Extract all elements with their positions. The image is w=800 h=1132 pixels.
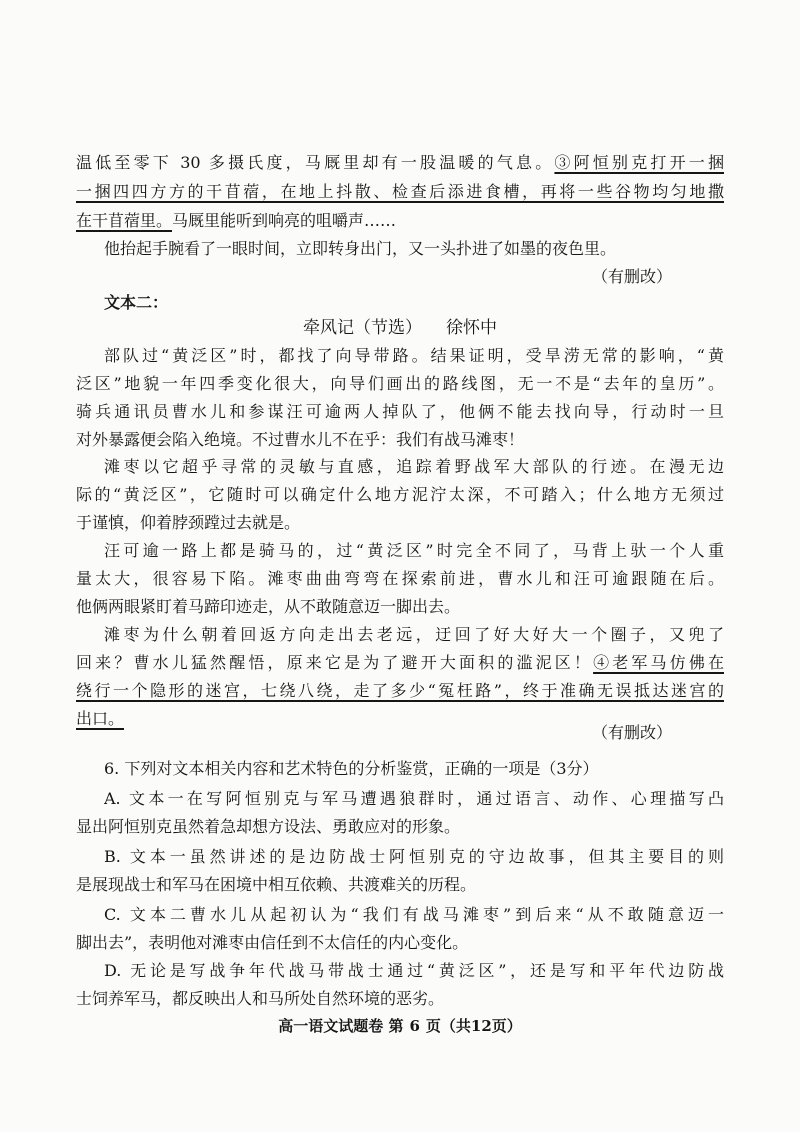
text2-line-13: 绕行一个隐形的迷宫，七绕八绕，走了多少“冤枉路”，终于准确无误抵达迷宫的 bbox=[76, 681, 724, 700]
footer-left: 高一语文试题卷 第 bbox=[278, 1017, 404, 1035]
text2-line-7: 于谨慎，仰着脖颈蹚过去就是。 bbox=[76, 513, 301, 532]
text2-line-2: 泛区”地貌一年四季变化很大，向导们画出的路线图，无一不是“去年的皇历”。 bbox=[76, 374, 724, 393]
text1-line-1: 温低至零下 30 多摄氏度，马厩里却有一股温暖的气息。③阿恒别克打开一捆 bbox=[76, 153, 724, 172]
text2-line-1: 部队过“黄泛区”时，都找了向导带路。结果证明，受旱涝无常的影响，“黄 bbox=[104, 346, 724, 365]
option-a-line-1: A. 文本一在写阿恒别克与军马遭遇狼群时，通过语言、动作、心理描写凸 bbox=[104, 789, 724, 808]
option-d-line-2: 士饲养军马，都反映出人和马所处自然环境的恶劣。 bbox=[76, 989, 445, 1008]
text2-line-5: 滩枣以它超乎寻常的灵敏与直感，追踪着野战军大部队的行迹。在漫无边 bbox=[104, 457, 724, 476]
text1-note: （有删改） bbox=[591, 267, 672, 286]
option-c-line-2: 脚出去”，表明他对滩枣由信任到不太信任的内心变化。 bbox=[76, 933, 469, 952]
text2-line-4: 对外暴露便会陷入绝境。不过曹水儿不在乎：我们有战马滩枣！ bbox=[76, 430, 525, 449]
option-c-line-1: C. 文本二曹水儿从起初认为“我们有战马滩枣”到后来“从不敢随意迈一 bbox=[104, 905, 724, 924]
text2-line-12: 回来？曹水儿猛然醒悟，原来它是为了避开大面积的滥泥区！④老军马仿佛在 bbox=[76, 653, 724, 672]
text2-title-line bbox=[76, 316, 724, 340]
footer-page-number: 6 bbox=[409, 1017, 420, 1035]
text2-label: 文本二： bbox=[104, 293, 169, 312]
option-a-line-2: 显出阿恒别克虽然着急却想方设法、勇敢应对的形象。 bbox=[76, 817, 461, 836]
text2-line-9: 量太大，很容易下陷。滩枣曲曲弯弯在探索前进，曹水儿和汪可逾跟随在后。 bbox=[76, 569, 724, 588]
text2-title: 牵风记（节选） bbox=[303, 318, 422, 338]
option-b-line-1: B. 文本一虽然讲述的是边防战士阿恒别克的守边故事，但其主要目的则 bbox=[104, 847, 724, 866]
text1-line-3: 在干苜蓿里。马厩里能听到响亮的咀嚼声…… bbox=[76, 211, 397, 230]
option-b-line-2: 是展现战士和军马在困境中相互依赖、共渡难关的历程。 bbox=[76, 875, 477, 894]
footer-right: 页（共12页） bbox=[425, 1017, 522, 1035]
text2-line-10: 他俩两眼紧盯着马蹄印迹走，从不敢随意迈一脚出去。 bbox=[76, 597, 461, 616]
text1-line-4: 他抬起手腕看了一眼时间，立即转身出门，又一头扑进了如墨的夜色里。 bbox=[104, 239, 617, 258]
text2-line-14: 出口。 bbox=[76, 709, 125, 728]
text2-note: （有删改） bbox=[591, 723, 672, 742]
option-d-line-1: D. 无论是写战争年代战马带战士通过“黄泛区”，还是写和平年代边防战 bbox=[104, 961, 724, 980]
text2-line-6: 际的“黄泛区”，它随时可以确定什么地方泥泞太深，不可踏入；什么地方无须过 bbox=[76, 485, 724, 504]
question-stem: 6. 下列对文本相关内容和艺术特色的分析鉴赏，正确的一项是（3分） bbox=[104, 759, 599, 778]
page-footer bbox=[0, 1016, 800, 1036]
text1-line-2: 一捆四四方方的干苜蓿，在地上抖散、检查后添进食槽，再将一些谷物均匀地撒 bbox=[76, 182, 724, 201]
text2-line-11: 滩枣为什么朝着回返方向走出去老远，迂回了好大好大一个圈子，又兜了 bbox=[104, 625, 724, 644]
text2-line-3: 骑兵通讯员曹水儿和参谋汪可逾两人掉队了，他俩不能去找向导，行动时一旦 bbox=[76, 402, 724, 421]
text2-author: 徐怀中 bbox=[446, 318, 497, 338]
text2-line-8: 汪可逾一路上都是骑马的，过“黄泛区”时完全不同了，马背上驮一个人重 bbox=[104, 541, 724, 560]
